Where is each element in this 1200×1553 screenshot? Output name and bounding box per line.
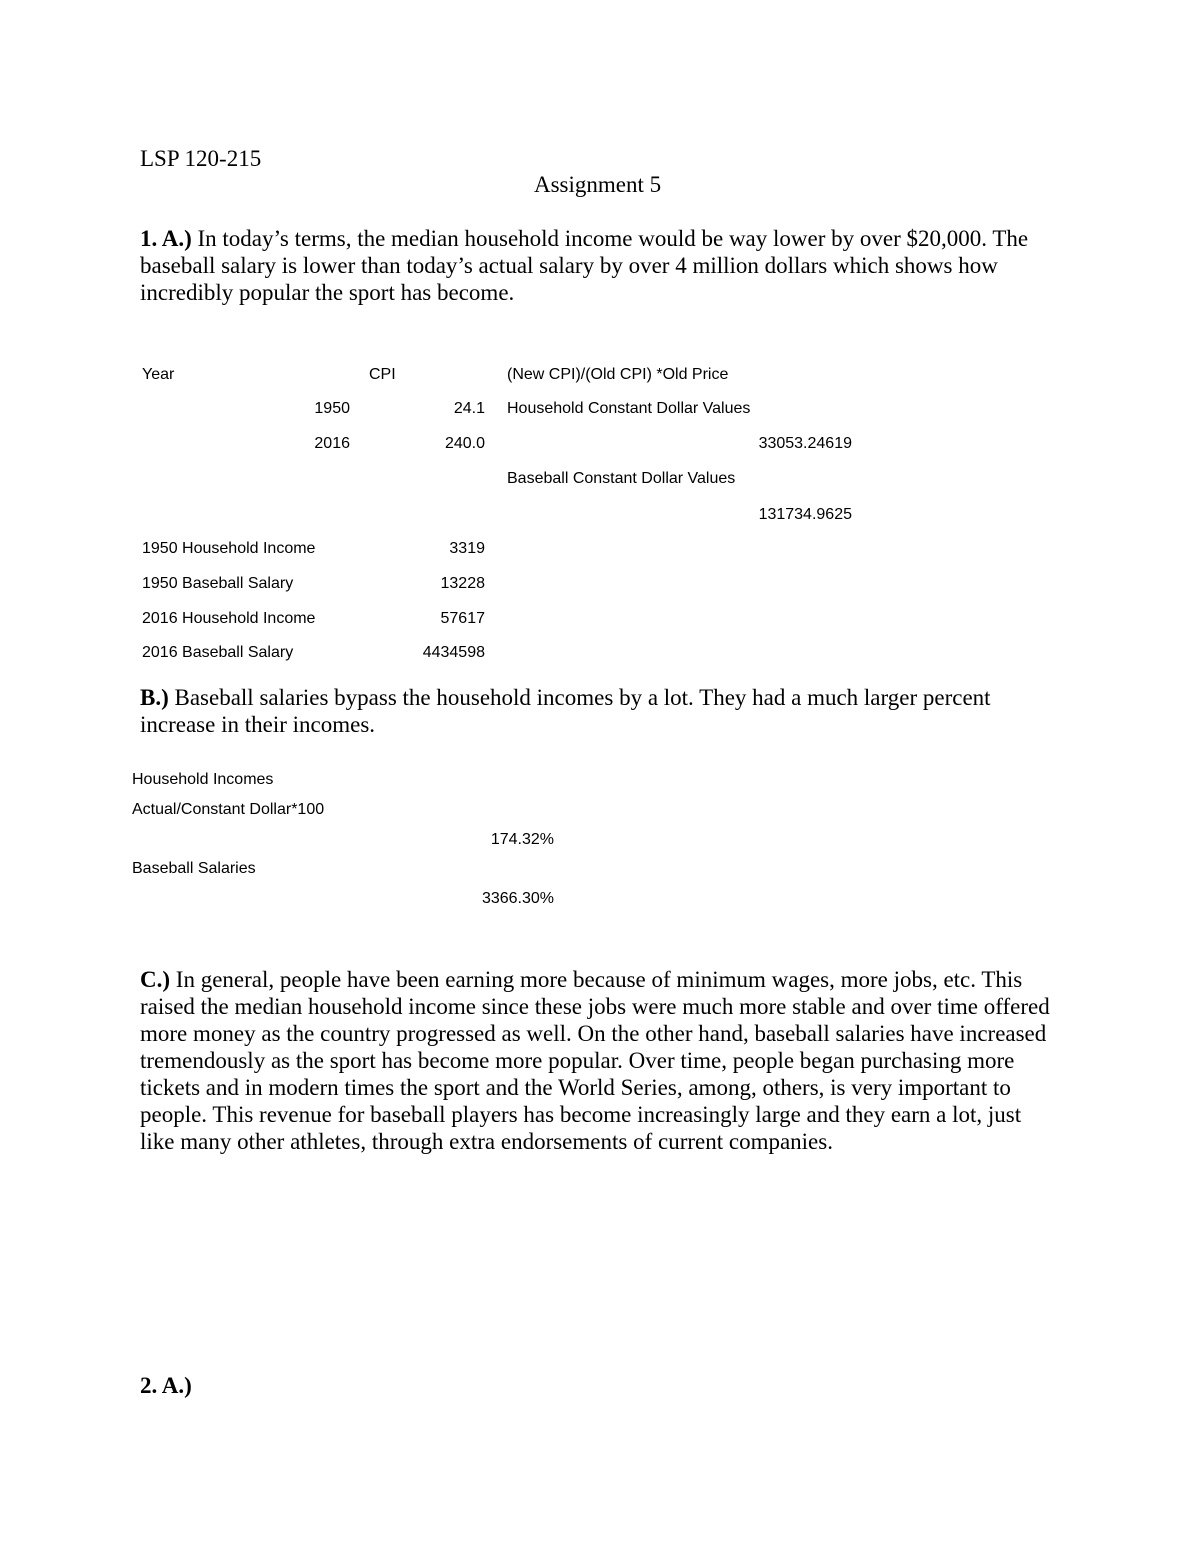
col-header-cpi: CPI [369, 366, 396, 383]
q1c-paragraph [140, 966, 1052, 1155]
household-incomes-label: Household Incomes [132, 771, 274, 788]
income-row-label: 1950 Baseball Salary [142, 575, 294, 592]
baseball-pct-value: 3366.30% [481, 890, 554, 907]
income-row-value: 3319 [449, 540, 485, 557]
col-header-formula: (New CPI)/(Old CPI) *Old Price [507, 366, 729, 383]
formula-label: Actual/Constant Dollar*100 [132, 801, 325, 818]
q1b-text: Baseball salaries bypass the household incomes by a lot. They had a much larger percent increase in their incomes. [140, 685, 991, 737]
q1b-paragraph [140, 684, 1020, 738]
course-code: LSP 120-215 [140, 146, 262, 171]
income-row-value: 4434598 [422, 644, 485, 661]
q2a-heading [140, 1372, 192, 1399]
baseball-constant-value: 131734.9625 [758, 506, 852, 523]
household-constant-label: Household Constant Dollar Values [507, 400, 751, 417]
income-row-value: 13228 [440, 575, 485, 592]
cpi-row-value: 240.0 [444, 435, 485, 452]
q1c-label: C.) [140, 967, 171, 992]
col-header-year: Year [142, 366, 175, 383]
cpi-row-value: 24.1 [453, 400, 485, 417]
q2a-label: 2. A.) [140, 1373, 192, 1398]
cpi-row-year: 1950 [314, 400, 350, 417]
q1a-label: 1. A.) [140, 226, 192, 251]
baseball-salaries-label: Baseball Salaries [132, 860, 256, 877]
income-row-label: 2016 Household Income [142, 610, 316, 627]
income-row-label: 1950 Household Income [142, 540, 316, 557]
q1c-text: In general, people have been earning more because of minimum wages, more jobs, etc. This raised the median household income since these jobs were much more stable and over time offered more money as the country progressed as well. On the other hand, baseball salaries have increased tremendously as the sport has become more popular. Over time, people began purchasing more tickets and in modern times the sport and the World Series, among, others, is very important to people. This revenue for baseball players has become increasingly large and they earn a lot, just like many other athletes, through extra endorsements of current companies. [140, 967, 1050, 1154]
cpi-row-year: 2016 [314, 435, 350, 452]
income-row-value: 57617 [440, 610, 485, 627]
household-pct-value: 174.32% [490, 831, 554, 848]
assignment-title: Assignment 5 [534, 172, 662, 197]
household-constant-value: 33053.24619 [758, 435, 852, 452]
q1b-label: B.) [140, 685, 169, 710]
income-row-label: 2016 Baseball Salary [142, 644, 294, 661]
q1a-paragraph [140, 225, 1060, 306]
q1a-text: In today’s terms, the median household income would be way lower by over $20,000. The baseball salary is lower than today’s actual salary by over 4 million dollars which shows how incredibly popular the sport has become. [140, 226, 1029, 305]
baseball-constant-label: Baseball Constant Dollar Values [507, 470, 736, 487]
